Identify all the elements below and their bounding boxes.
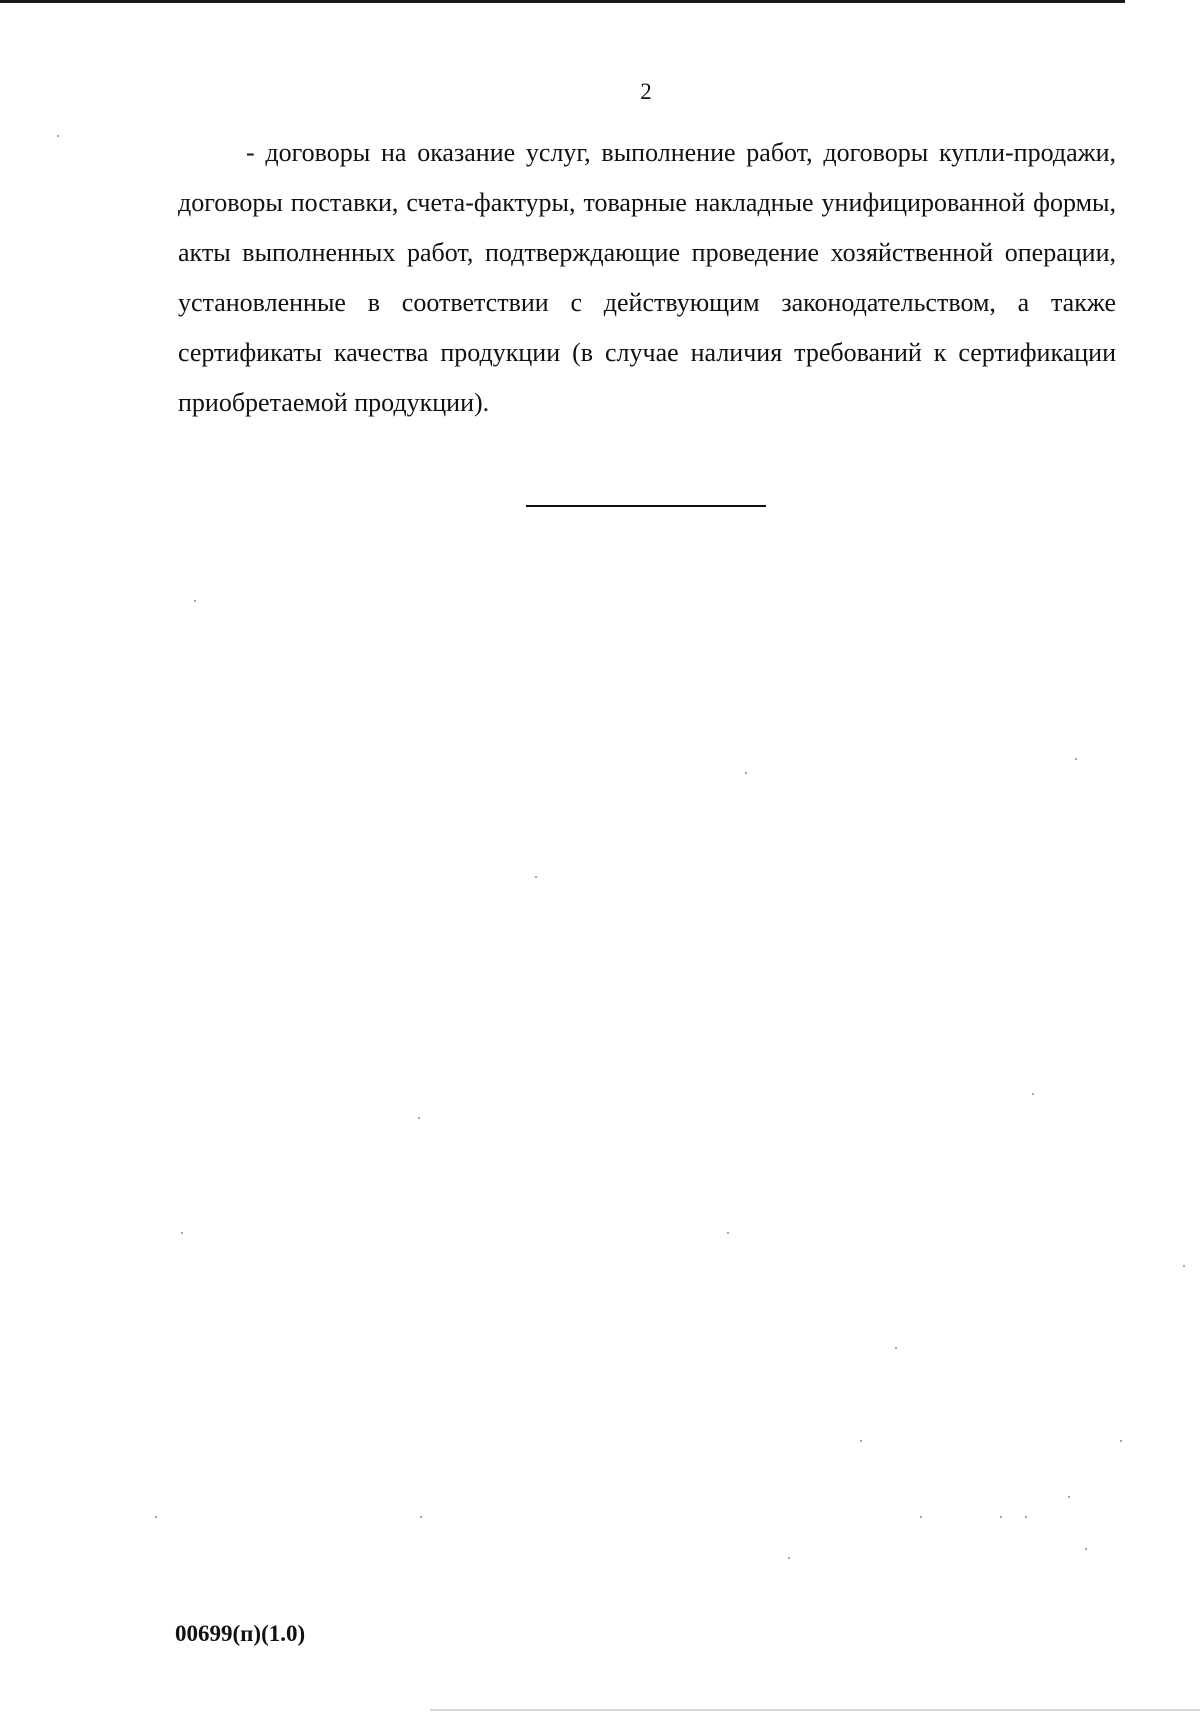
scan-speck	[1032, 1093, 1034, 1095]
scan-speck	[1183, 1265, 1185, 1267]
document-code: 00699(п)(1.0)	[175, 1621, 306, 1646]
scan-speck	[1120, 1440, 1122, 1442]
scan-speck	[920, 1516, 922, 1518]
scan-speck	[194, 600, 196, 602]
body-paragraph: - договоры на оказание услуг, выполнение работ, договоры купли-продажи, договоры поставки, счета-фактуры, товарные накладные унифицированной формы, акты выполненных работ, подтверждающие проведение хозяйственной операции, установленные в соответствии с действующим законодательством, а также сертификаты качества продукции (в случае наличия требований к сертификации приобретаемой продукции).	[178, 138, 1116, 417]
scan-top-edge	[0, 0, 1125, 3]
closing-divider-line	[526, 505, 766, 507]
scan-speck	[860, 1440, 862, 1442]
scan-speck	[1025, 1516, 1027, 1518]
scan-speck	[181, 1232, 183, 1234]
scan-speck	[535, 876, 537, 878]
scan-speck	[418, 1117, 420, 1119]
scan-speck	[420, 1516, 422, 1518]
scan-speck	[1068, 1496, 1070, 1498]
page-number: 2	[640, 79, 652, 104]
scan-speck	[1085, 1548, 1087, 1550]
scan-speck	[57, 135, 59, 137]
scan-speck	[727, 1232, 729, 1234]
scan-speck	[895, 1347, 897, 1349]
scan-speck	[745, 772, 747, 774]
scan-bottom-edge	[430, 1709, 1200, 1711]
scan-speck	[1000, 1516, 1002, 1518]
scan-speck	[1075, 758, 1077, 760]
scan-speck	[155, 1516, 157, 1518]
scan-speck	[788, 1557, 790, 1559]
